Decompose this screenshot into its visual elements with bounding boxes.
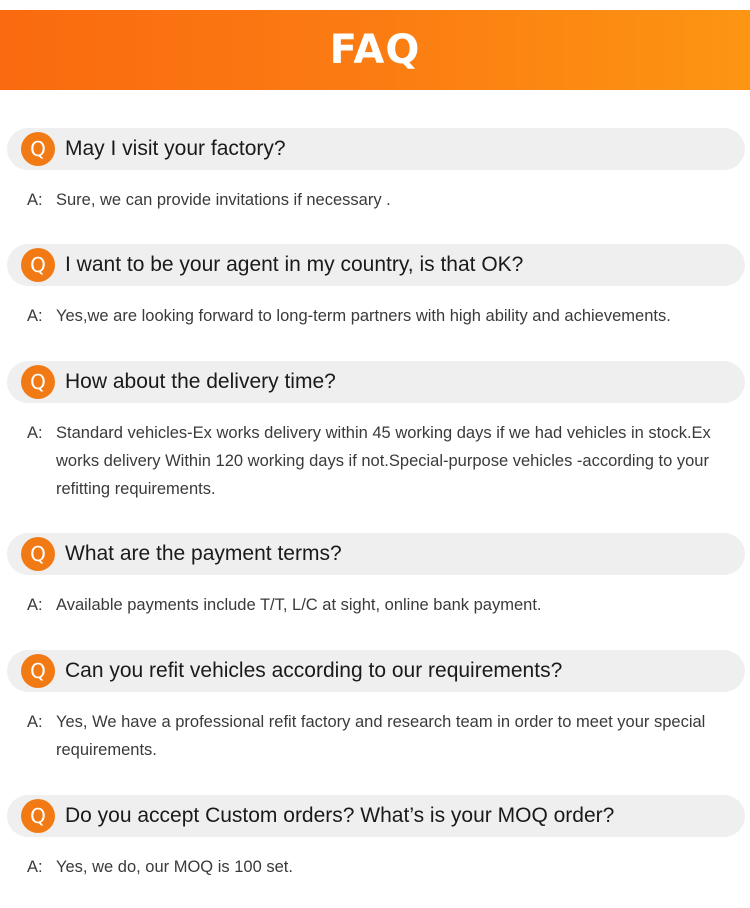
question-text: Do you accept Custom orders? What’s is your MOQ order?: [65, 804, 615, 827]
question-bar: [7, 650, 745, 692]
question-icon: Q: [21, 248, 55, 282]
answer-prefix: A:: [27, 424, 43, 442]
answer-text: Standard vehicles-Ex works delivery within 45 working days if we had vehicles in stock.Ex works delivery Within 120 working days if not.Special-purpose vehicles -according to your refitting requirements.: [56, 424, 711, 498]
answer: [27, 186, 727, 214]
question-bar: [7, 128, 745, 170]
question-icon: Q: [21, 537, 55, 571]
question-text: Can you refit vehicles according to our requirements?: [65, 659, 563, 682]
question-bar: [7, 361, 745, 403]
question-bar: [7, 795, 745, 837]
answer-prefix: A:: [27, 858, 43, 876]
answer-prefix: A:: [27, 596, 43, 614]
answer: [27, 419, 727, 503]
answer: [27, 302, 727, 330]
question-bar: [7, 533, 745, 575]
page-title: FAQ: [329, 27, 421, 73]
faq-banner: [0, 10, 750, 90]
answer: [27, 591, 727, 619]
answer-prefix: A:: [27, 191, 43, 209]
answer-prefix: A:: [27, 307, 43, 325]
answer-text: Available payments include T/T, L/C at sight, online bank payment.: [56, 596, 542, 614]
question-icon: Q: [21, 799, 55, 833]
question-icon: Q: [21, 365, 55, 399]
question-icon: Q: [21, 654, 55, 688]
answer-text: Yes,we are looking forward to long-term partners with high ability and achievements.: [56, 307, 671, 325]
question-text: How about the delivery time?: [65, 370, 336, 393]
question-icon: Q: [21, 132, 55, 166]
answer-text: Yes, we do, our MOQ is 100 set.: [56, 858, 293, 876]
answer: [27, 708, 727, 764]
answer-text: Yes, We have a professional refit factory and research team in order to meet your special requirements.: [56, 713, 706, 759]
question-text: May I visit your factory?: [65, 137, 286, 160]
question-bar: [7, 244, 745, 286]
answer-text: Sure, we can provide invitations if necessary .: [56, 191, 391, 209]
answer: [27, 853, 727, 881]
question-text: What are the payment terms?: [65, 542, 342, 565]
question-text: I want to be your agent in my country, is that OK?: [65, 253, 524, 276]
answer-prefix: A:: [27, 713, 43, 731]
